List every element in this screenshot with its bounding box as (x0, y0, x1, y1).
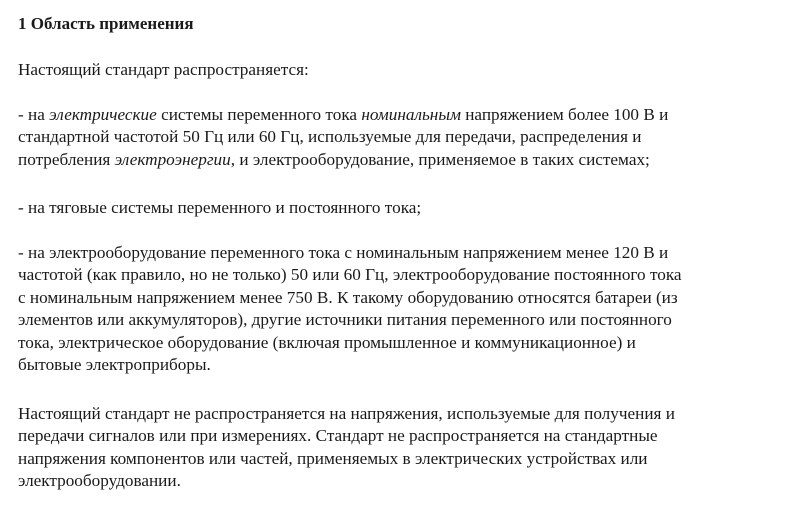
text-run: , и электрооборудование, применяемое в таких системах; (230, 149, 650, 169)
text-line (18, 242, 682, 264)
text-run: элементов или аккумуляторов), другие источники питания переменного или постоянного (18, 310, 672, 330)
text-run: потребления (18, 149, 115, 169)
text-run: - на электрооборудование переменного тока с номинальным напряжением менее 120 В и (18, 243, 669, 262)
scope-item-3 (18, 242, 682, 376)
text-run: - на тяговые системы переменного и постоянного тока; (18, 198, 422, 217)
text-line (18, 354, 682, 376)
text-run: - на (18, 105, 50, 124)
text-run: стандартной частотой 50 Гц или 60 Гц, используемые для передачи, распределения и (18, 127, 642, 147)
text-run: частотой (как правило, но не только) 50 или 60 Гц, электрооборудование постоянного тока (18, 265, 682, 285)
text-line (18, 104, 668, 126)
text-line (18, 448, 675, 470)
text-line (18, 403, 675, 425)
text-line (18, 264, 682, 286)
text-line (18, 470, 675, 492)
intro-line: Настоящий стандарт распространяется: (18, 60, 309, 79)
text-line (18, 309, 682, 331)
exclusion-paragraph (18, 403, 675, 493)
intro-paragraph (18, 59, 309, 81)
text-run: Настоящий стандарт не распространяется на напряжения, используемые для получения и (18, 404, 675, 423)
text-run: тока, электрическое оборудование (включая промышленное и коммуникационное) и (18, 332, 636, 352)
text-run: напряжением более 100 В и (460, 105, 669, 124)
text-run: с номинальным напряжением менее 750 В. К такому оборудованию относятся батареи (из (18, 287, 678, 307)
text-run: передачи сигналов или при измерениях. Стандарт не распространяется на стандартные (18, 426, 658, 446)
text-run: электрооборудовании. (18, 471, 181, 491)
text-line (18, 126, 668, 148)
section-heading: 1 Область применения (18, 14, 194, 33)
text-run: бытовые электроприборы. (18, 354, 211, 374)
text-line (18, 287, 682, 309)
scope-item-1 (18, 104, 668, 171)
italic-term: электрические (49, 105, 157, 124)
italic-term: номинальным (361, 105, 461, 124)
text-line (18, 149, 668, 171)
scope-item-2 (18, 197, 421, 219)
text-run: напряжения компонентов или частей, применяемых в электрических устройствах или (18, 448, 648, 468)
text-line (18, 332, 682, 354)
text-line (18, 197, 421, 219)
italic-term: электроэнергии (114, 149, 231, 169)
text-run: системы переменного тока (156, 105, 362, 124)
text-line (18, 425, 675, 447)
